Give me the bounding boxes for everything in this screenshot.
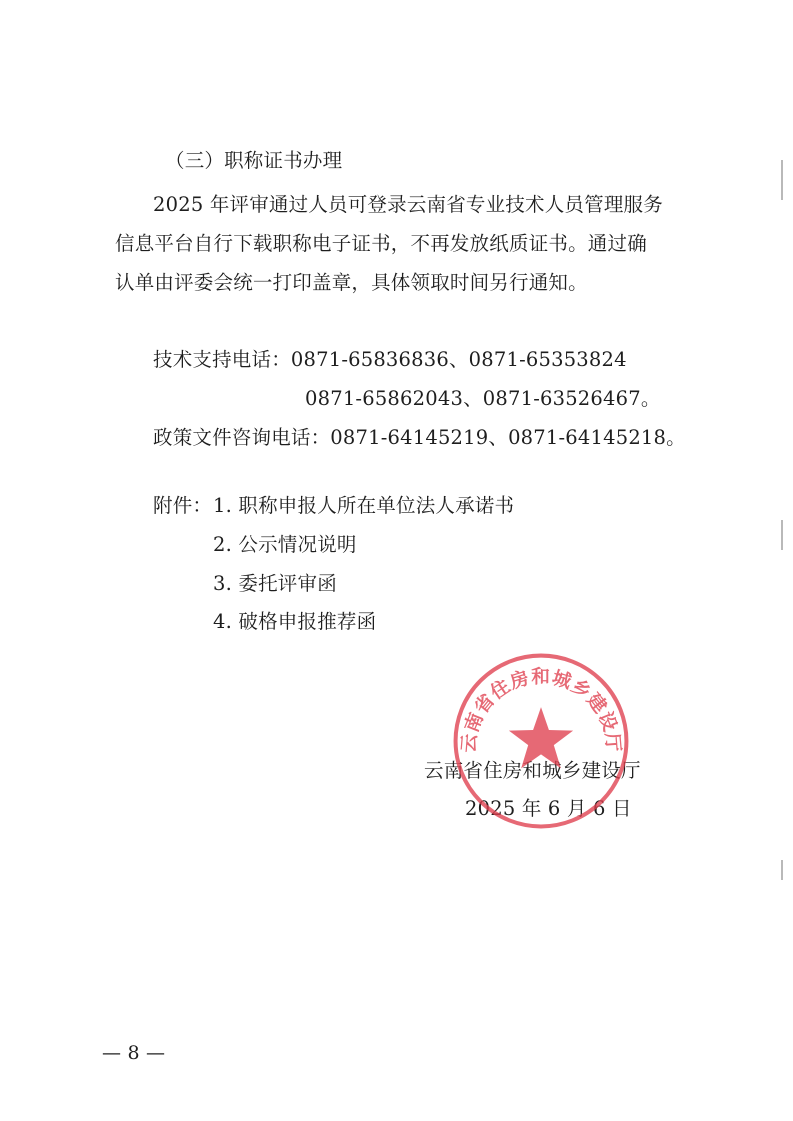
attachment-item-1: 1. 职称申报人所在单位法人承诺书 (213, 494, 515, 517)
seal-star-icon (509, 707, 573, 768)
attachment-item-4: 4. 破格申报推荐函 (213, 610, 377, 633)
page-number: — 8 — (102, 1042, 166, 1064)
paragraph-line-2: 信息平台自行下载职称电子证书，不再发放纸质证书。通过确 (115, 232, 647, 255)
section-heading: （三）职称证书办理 (165, 149, 343, 172)
paragraph-line-1: 2025 年评审通过人员可登录云南省专业技术人员管理服务 (153, 193, 663, 216)
seal-text: 云南省住房和城乡建设厅 (457, 665, 625, 754)
scan-edge-mark (781, 860, 783, 880)
attachment-item-2: 2. 公示情况说明 (213, 533, 357, 556)
tech-support-phone-line-2: 0871-65862043、0871-63526467。 (305, 387, 661, 410)
policy-consult-phone-line: 政策文件咨询电话：0871-64145219、0871-64145218。 (153, 426, 686, 449)
attachment-item-3: 3. 委托评审函 (213, 572, 337, 595)
scan-edge-mark (781, 520, 783, 550)
issuer-name: 云南省住房和城乡建设厅 (424, 759, 641, 782)
scan-edge-mark (781, 160, 783, 200)
official-seal (452, 652, 630, 830)
attachments-label: 附件： (153, 494, 213, 517)
issue-date: 2025 年 6 月 6 日 (465, 797, 632, 820)
tech-support-phone-line-1: 技术支持电话：0871-65836836、0871-65353824 (153, 348, 627, 371)
paragraph-line-3: 认单由评委会统一打印盖章，具体领取时间另行通知。 (115, 271, 588, 294)
